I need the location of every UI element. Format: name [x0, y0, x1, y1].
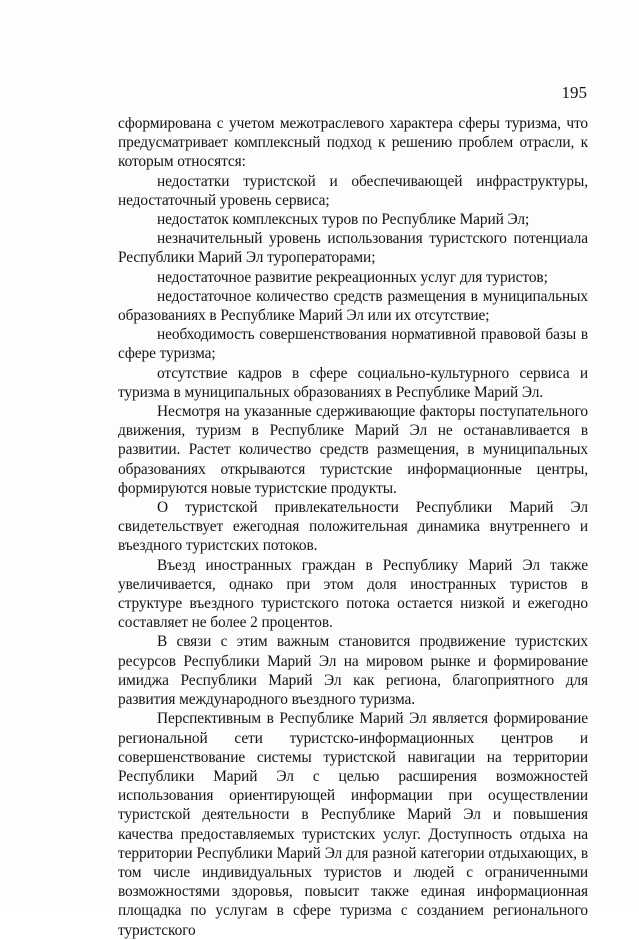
paragraph: В связи с этим важным становится продвижение туристских ресурсов Республики Марий Эл на мировом рынке и формирование имиджа Республики Марий Эл как региона, благоприятного для развития международного въездного туризма. — [118, 633, 588, 709]
paragraph: О туристской привлекательности Республики Марий Эл свидетельствует ежегодная положительная динамика внутреннего и въездного туристских потоков. — [118, 499, 588, 555]
paragraph: Перспективным в Республике Марий Эл является формирование региональной сети туристско-информационных центров и совершенствование системы туристской навигации на территории Республики Марий Эл с целью расширения возможностей использования ориентирующей информации при осуществлении туристской деятельности в Республике Марий Эл и повышения качества предоставляемых туристских услуг. Доступность отдыха на территории Республики Марий Эл для разной категории отдыхающих, в том числе индивидуальных туристов и людей с ограниченными возможностями здоровья, повысит также единая информационная площадка по услугам в сфере туризма с созданием регионального туристского — [118, 710, 588, 939]
list-item: необходимость совершенствования нормативной правовой базы в сфере туризма; — [118, 326, 588, 363]
body-text — [118, 114, 588, 940]
paragraph: Въезд иностранных граждан в Республику Марий Эл также увеличивается, однако при этом доля иностранных туристов в структуре въездного туристского потока остается низкой и ежегодно составляет не более 2 процентов. — [118, 556, 588, 632]
list-item: недостатки туристской и обеспечивающей инфраструктуры, недостаточный уровень сервиса; — [118, 172, 588, 209]
list-item: недостаточное развитие рекреационных услуг для туристов; — [157, 268, 548, 286]
list-item: незначительный уровень использования туристского потенциала Республики Марий Эл туроператорами; — [118, 230, 588, 267]
paragraph: Несмотря на указанные сдерживающие факторы поступательного движения, туризм в Республике Марий Эл не останавливается в развитии. Растет количество средств размещения, в муниципальных образованиях открываются туристские информационные центры, формируются новые туристские продукты. — [118, 403, 588, 497]
list-item: недостаток комплексных туров по Республике Марий Эл; — [157, 211, 530, 229]
list-item: отсутствие кадров в сфере социально-культурного сервиса и туризма в муниципальных образованиях в Республике Марий Эл. — [118, 364, 588, 401]
page-number: 195 — [561, 83, 587, 102]
paragraph-intro: сформирована с учетом межотраслевого характера сферы туризма, что предусматривает комплексный подход к решению проблем отрасли, к которым относятся: — [118, 115, 588, 171]
list-item: недостаточное количество средств размещения в муниципальных образованиях в Республике Марий Эл или их отсутствие; — [118, 287, 588, 325]
